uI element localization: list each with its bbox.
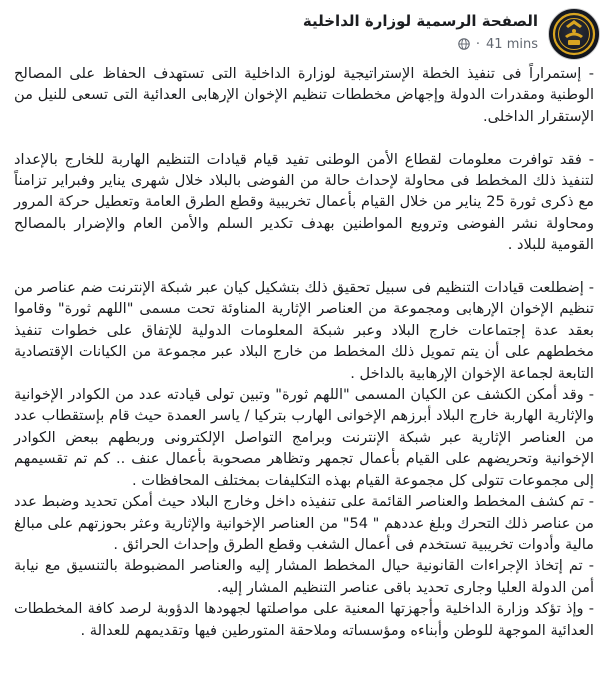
page-avatar[interactable] <box>548 8 600 60</box>
globe-icon[interactable] <box>458 38 470 50</box>
post-header <box>8 8 600 60</box>
post-paragraph: - تم إتخاذ الإجراءات القانونية حيال المخطط المشار إليه والعناصر المضبوطة بالتنسيق مع نيابة أمن الدولة العليا وجارى تحديد باقى عناصر التنظيم المشار إليه. <box>14 557 594 596</box>
post-paragraph: - وقد أمكن الكشف عن الكيان المسمى "اللهم ثورة" وتبين تولى قيادته عدد من الكوادر الإخوانية والإثارية الهاربة خارج البلاد أبرزهم الإخوانى الهارب بتركيا / ياسر العمدة حيث قام بإستقطاب عدد من العناصر الإثارية عبر شبكة الإنترنت وبرامج التواصل الإلكترونى وربطهم ببعض الكوادر الإخوانية وتحريضهم على القيام بأعمال تجمهر وتظاهر مصحوبة بأعمال عنف .. كم تم تقسيمهم إلى مجموعات تتولى كل مجموعة القيام بهذه التكليفات بمختلف المحافظات . <box>14 386 594 489</box>
ministry-logo-icon <box>549 9 599 59</box>
post-paragraph: - وإذ تؤكد وزارة الداخلية وأجهزتها المعنية على مواصلتها لجهودها الدؤوبة لرصد كافة المخططات العدائية الموجهة للوطن وأبناءه ومؤسساته وملاحقة المتورطين فيها وتقديمهم للعدالة . <box>14 600 594 639</box>
post-body <box>14 63 594 641</box>
post-paragraph: - فقد توافرت معلومات لقطاع الأمن الوطنى تفيد قيام قيادات التنظيم الهاربة للخارج بالإعداد لتنفيذ ذلك المخطط فى محاولة لإحداث حالة من الفوضى بالبلاد خلال شهرى يناير وفبراير تزامناً مع ذكرى ثورة 25 يناير من خلال القيام بأعمال تخريبية وقطع الطرق العامة وتعطيل حركة المرور ومحاولة نشر الفوضى وترويع المواطنين بهدف تكدير السلم والأمن العام والإضرار بالمصالح القومية للبلاد . <box>14 150 595 254</box>
post-paragraph: - إستمراراً فى تنفيذ الخطة الإستراتيجية لوزارة الداخلية التى تستهدف الحفاظ على المصالح الوطنية ومقدرات الدولة وإجهاض مخططات تنظيم الإخوان الإرهابى العدائية التى تسعى للنيل من الإستقرار الداخلى. <box>14 65 594 125</box>
post-paragraph: - تم كشف المخطط والعناصر القائمة على تنفيذه داخل وخارج البلاد حيث أمكن تحديد وضبط عدد من عناصر ذلك التحرك وبلغ عددهم " 54" من العناصر الإخوانية والإثارية وعثر بحوزتهم على مبالغ مالية وأدوات تخريبية تستخدم فى أعمال الشغب وقطع الطرق وإحداث الحرائق . <box>14 493 594 553</box>
page-name[interactable]: الصفحة الرسمية لوزارة الداخلية <box>302 12 538 30</box>
post-timestamp[interactable]: 41 mins <box>486 36 538 52</box>
post-paragraph: - إضطلعت قيادات التنظيم فى سبيل تحقيق ذلك بتشكيل كيان عبر شبكة الإنترنت ضم عناصر من تنظيم الإخوان الإرهابى ومجموعة من العناصر الإثارية المناوئة تحت مسمى "اللهم ثورة" وقاموا بعقد عدة إجتماعات خارج البلاد وعبر شبكة المعلومات الدولية للإتفاق على خطوات تنفيذ مخططهم على أن يتم تمويل ذلك المخطط من خارج البلاد عبر مجموعة من الكيانات الإقتصادية التابعة لجماعة الإخوان الإرهابية بالداخل . <box>14 279 594 382</box>
meta-separator: · <box>475 36 481 52</box>
post-meta <box>458 35 538 53</box>
